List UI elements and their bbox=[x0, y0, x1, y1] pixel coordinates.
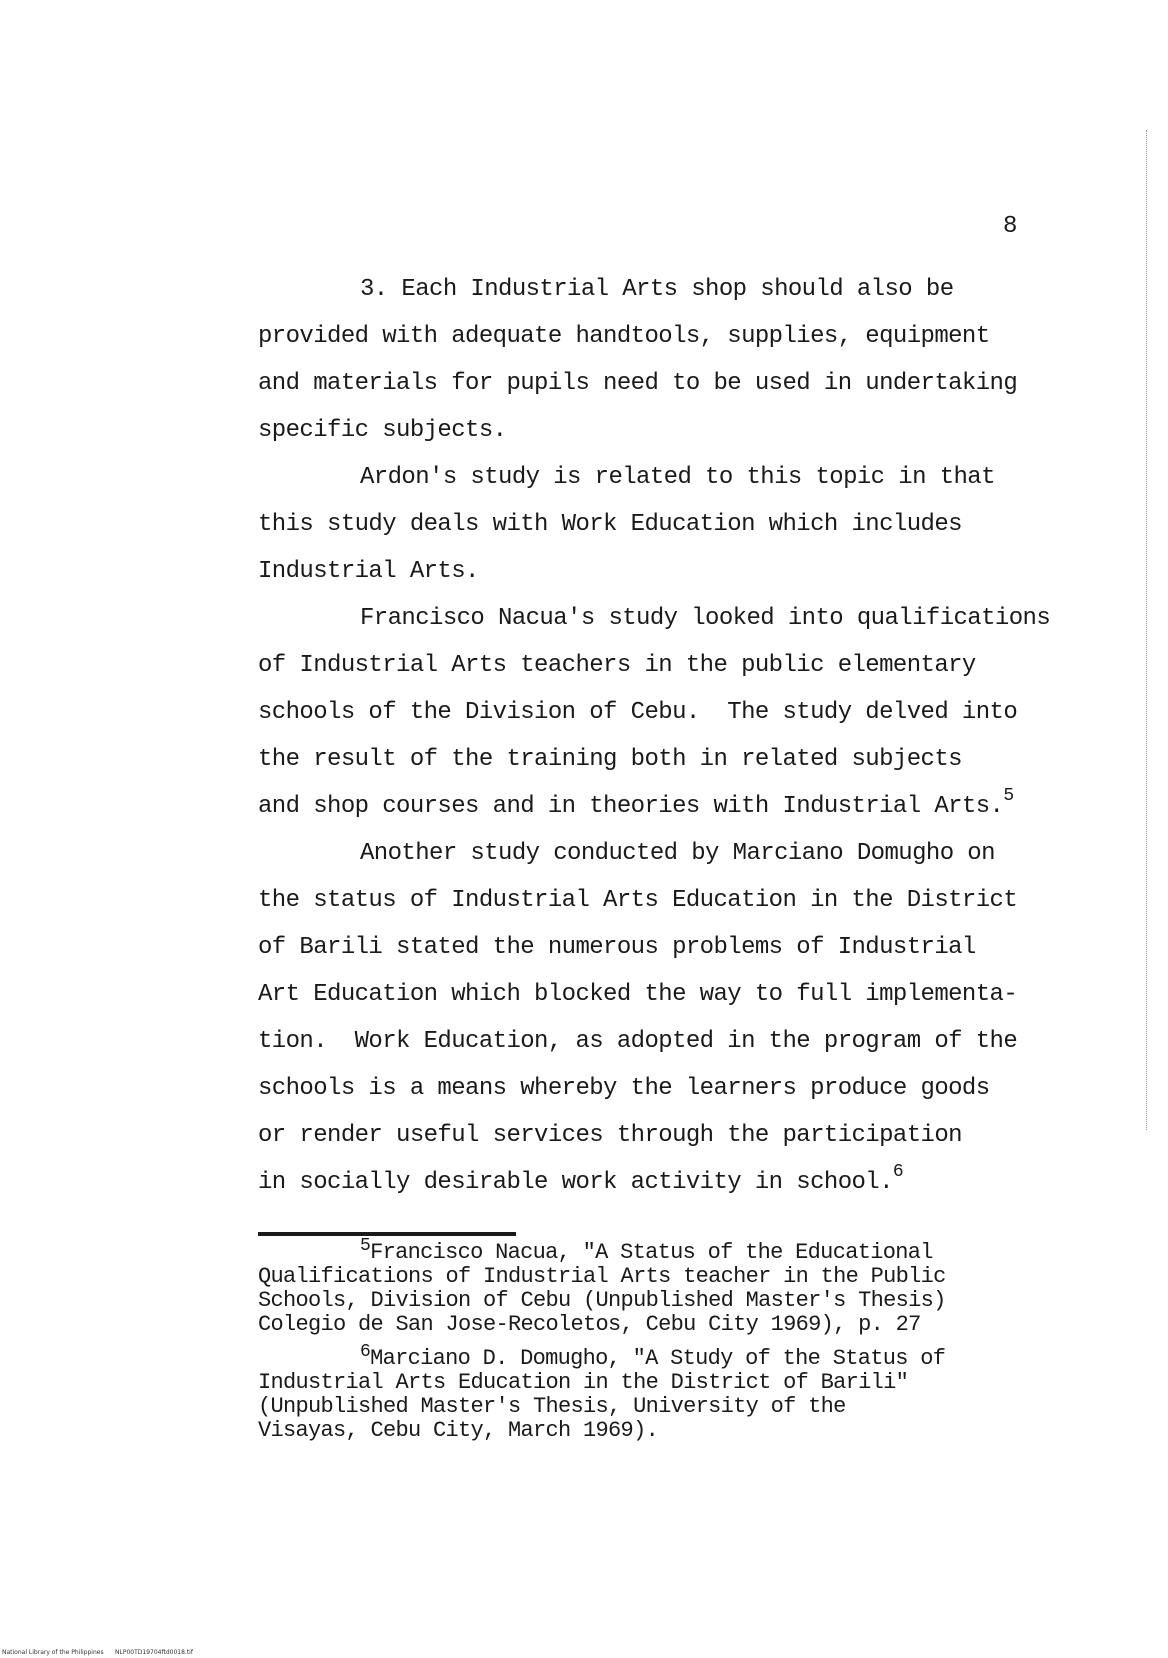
footnote-mark-6: 6 bbox=[360, 1342, 371, 1362]
scan-edge-line bbox=[1146, 130, 1147, 1130]
body-line: schools of the Division of Cebu. The study delved into bbox=[258, 699, 1018, 726]
footnote-line-text: Francisco Nacua, "A Status of the Educational bbox=[370, 1240, 933, 1265]
footnote-rule bbox=[258, 1232, 516, 1236]
body-line: the result of the training both in related subjects bbox=[258, 746, 962, 773]
footnote-line: Qualifications of Industrial Arts teacher in the Public bbox=[258, 1264, 946, 1289]
footnote-ref-5: 5 bbox=[1003, 786, 1014, 806]
body-line: of Industrial Arts teachers in the public elementary bbox=[258, 652, 976, 679]
body-line: or render useful services through the participation bbox=[258, 1122, 962, 1149]
library-footer bbox=[2, 1649, 193, 1656]
body-line: Art Education which blocked the way to full implementa- bbox=[258, 981, 1018, 1008]
body-line-text: and shop courses and in theories with Industrial Arts. bbox=[258, 793, 1004, 820]
body-line: Ardon's study is related to this topic in that bbox=[360, 464, 995, 491]
footnote-line: Colegio de San Jose-Recoletos, Cebu City 1969), p. 27 bbox=[258, 1312, 921, 1337]
footnote-line: Industrial Arts Education in the District of Barili" bbox=[258, 1370, 909, 1395]
footnote-5 bbox=[258, 1236, 1088, 1337]
body-line: Another study conducted by Marciano Domugho on bbox=[360, 840, 995, 867]
body-line: of Barili stated the numerous problems of Industrial bbox=[258, 934, 976, 961]
body-text bbox=[258, 266, 1088, 1206]
body-line: provided with adequate handtools, supplies, equipment bbox=[258, 323, 990, 350]
body-line: schools is a means whereby the learners produce goods bbox=[258, 1075, 990, 1102]
footnote-ref-6: 6 bbox=[892, 1162, 904, 1182]
body-line: this study deals with Work Education which includes bbox=[258, 511, 962, 538]
body-line: Industrial Arts. bbox=[258, 558, 479, 585]
body-line: 3. Each Industrial Arts shop should also be bbox=[360, 276, 954, 303]
body-line-text: in socially desirable work activity in school. bbox=[258, 1169, 893, 1196]
footnote-line: Schools, Division of Cebu (Unpublished Master's Thesis) bbox=[258, 1288, 946, 1313]
body-line-with-ref bbox=[258, 1159, 1088, 1206]
file-name: NLP00TD19704ftd0018.tif bbox=[115, 1649, 193, 1656]
footnote-line: (Unpublished Master's Thesis, University of the bbox=[258, 1394, 846, 1419]
footnote-line bbox=[258, 1236, 1088, 1265]
body-line: and materials for pupils need to be used in undertaking bbox=[258, 370, 1018, 397]
body-line: the status of Industrial Arts Education in the District bbox=[258, 887, 1018, 914]
body-line: specific subjects. bbox=[258, 417, 507, 444]
body-line-with-ref bbox=[258, 783, 1088, 830]
body-line: tion. Work Education, as adopted in the program of the bbox=[258, 1028, 1018, 1055]
page-number: 8 bbox=[1003, 213, 1018, 240]
body-line: Francisco Nacua's study looked into qualifications bbox=[360, 605, 1051, 632]
footnote-mark-5: 5 bbox=[360, 1236, 371, 1256]
footnote-6 bbox=[258, 1342, 1088, 1443]
footnotes bbox=[258, 1236, 1088, 1443]
footnote-line: Visayas, Cebu City, March 1969). bbox=[258, 1418, 659, 1443]
library-name: National Library of the Philippines bbox=[2, 1649, 104, 1656]
footnote-line-text: Marciano D. Domugho, "A Study of the Status of bbox=[370, 1346, 946, 1371]
footnote-line bbox=[258, 1342, 1088, 1371]
